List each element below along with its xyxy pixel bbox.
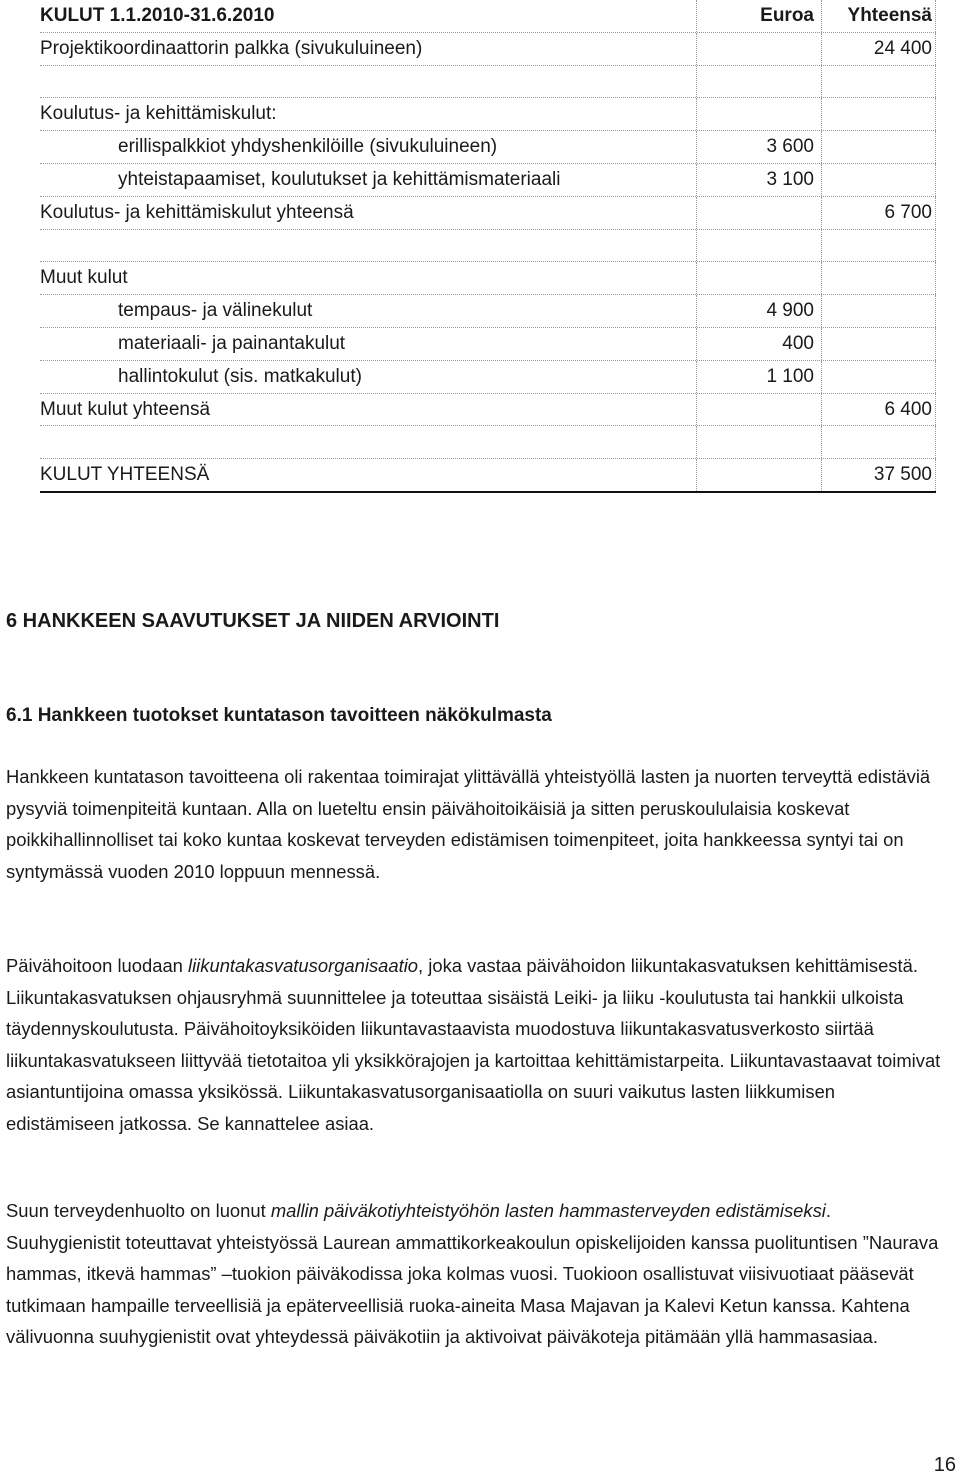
column-divider bbox=[821, 394, 822, 426]
budget-row bbox=[40, 459, 936, 493]
paragraph-dental bbox=[6, 1195, 946, 1353]
paragraph-daycare-start: Päivähoitoon luodaan bbox=[6, 955, 189, 976]
budget-row-total: 24 400 bbox=[873, 37, 932, 59]
column-divider bbox=[821, 131, 822, 163]
budget-row bbox=[40, 131, 936, 164]
budget-row bbox=[40, 0, 936, 33]
budget-table bbox=[40, 0, 936, 493]
column-divider bbox=[935, 230, 936, 262]
column-divider bbox=[935, 131, 936, 163]
column-divider bbox=[821, 426, 822, 458]
budget-row-label: Muut kulut bbox=[40, 267, 128, 289]
paragraph-daycare bbox=[6, 950, 946, 1139]
column-divider bbox=[821, 262, 822, 294]
budget-row bbox=[40, 197, 936, 230]
column-divider bbox=[935, 426, 936, 458]
column-divider bbox=[696, 361, 697, 393]
column-divider bbox=[935, 197, 936, 229]
column-divider bbox=[696, 394, 697, 426]
column-divider bbox=[821, 66, 822, 98]
budget-row-label: tempaus- ja välinekulut bbox=[118, 300, 313, 322]
budget-row-euro: 4 900 bbox=[766, 300, 814, 322]
budget-row bbox=[40, 394, 936, 427]
budget-row-label: yhteistapaamiset, koulutukset ja kehittämismateriaali bbox=[118, 168, 561, 190]
column-divider bbox=[696, 66, 697, 98]
paragraph-dental-rest: . Suuhygienistit toteuttavat yhteistyössä Laurean ammattikorkeakoulun opiskelijoiden kanssa puolituntisen ”Naurava hammas, itkevä hammas” –tuokion päiväkodissa joka kolmas vuosi. Tuokioon osallistuvat viisivuotiaat pääsevät tutkimaan hampaille terveellisiä ja epäterveellisiä ruoka-aineita Masa Majavan ja Kalevi Ketun kanssa. Kahtena välivuonna suuhygienistit ovat yhteydessä päiväkotiin ja aktivoivat päiväkoteja pitämään yllä hammasasiaa. bbox=[6, 1200, 939, 1347]
column-divider bbox=[696, 328, 697, 360]
column-divider bbox=[696, 164, 697, 196]
budget-row-label: erillispalkkiot yhdyshenkilöille (sivukuluineen) bbox=[118, 136, 498, 158]
budget-row-label: materiaali- ja painantakulut bbox=[118, 332, 346, 354]
column-divider bbox=[821, 0, 822, 32]
paragraph-goals: Hankkeen kuntatason tavoitteena oli rakentaa toimirajat ylittävällä yhteistyöllä lasten ja nuorten terveyttä edistäviä pysyviä toimenpiteitä kuntaan. Alla on lueteltu ensin päivähoitoikäisiä ja sitten peruskoululaisia koskevat poikkihallinnolliset tai koko kuntaa koskevat terveyden edistämisen toimenpiteet, joita hankkeessa syntyi tai on syntymässä vuoden 2010 loppuun mennessä. bbox=[6, 766, 931, 882]
budget-row bbox=[40, 230, 936, 263]
column-divider bbox=[821, 361, 822, 393]
budget-row-label: KULUT 1.1.2010-31.6.2010 bbox=[40, 5, 275, 26]
budget-row bbox=[40, 262, 936, 295]
budget-row-label: Koulutus- ja kehittämiskulut: bbox=[40, 103, 277, 125]
budget-row-euro: 3 600 bbox=[766, 136, 814, 158]
budget-row bbox=[40, 426, 936, 459]
column-divider bbox=[935, 33, 936, 65]
column-divider bbox=[696, 459, 697, 491]
budget-row bbox=[40, 66, 936, 99]
budget-row-euro: 400 bbox=[782, 332, 814, 354]
column-divider bbox=[935, 394, 936, 426]
column-divider bbox=[821, 164, 822, 196]
column-divider bbox=[935, 164, 936, 196]
paragraph-dental-start: Suun terveydenhuolto on luonut bbox=[6, 1200, 271, 1221]
paragraph-daycare-rest: , joka vastaa päivähoidon liikuntakasvatuksen kehittämisestä. Liikuntakasvatuksen ohjausryhmä suunnittelee ja toteuttaa sisäistä Leiki- ja liiku -koulutusta tai hankkii ulkoista täydennyskoulutusta. Päivähoitoyksiköiden liikuntavastaavista muodostuva liikuntakasvatusverkosto siirtää liikuntakasvatukseen liittyvää tietotaitoa yli yksikkörajojen ja kartoittaa kehittämistarpeita. Liikuntavastaavat toimivat asiantuntijoina omassa yksikössä. Liikuntakasvatusorganisaatiolla on suuri vaikutus lasten liikkumisen edistämiseen jatkossa. Se kannattelee asiaa. bbox=[6, 955, 941, 1134]
column-divider bbox=[696, 426, 697, 458]
section-heading-6-1: 6.1 Hankkeen tuotokset kuntatason tavoitteen näkökulmasta bbox=[6, 705, 552, 726]
section-heading-6: 6 HANKKEEN SAAVUTUKSET JA NIIDEN ARVIOINTI bbox=[6, 610, 500, 632]
column-divider bbox=[935, 295, 936, 327]
budget-row-total: 6 400 bbox=[884, 398, 932, 420]
budget-row bbox=[40, 328, 936, 361]
budget-row-euro: 1 100 bbox=[766, 365, 814, 387]
column-divider bbox=[696, 98, 697, 130]
page-number: 16 bbox=[933, 1454, 956, 1476]
column-divider bbox=[821, 197, 822, 229]
column-divider bbox=[696, 197, 697, 229]
budget-row-label: hallintokulut (sis. matkakulut) bbox=[118, 365, 362, 387]
column-divider bbox=[696, 33, 697, 65]
column-divider bbox=[696, 230, 697, 262]
column-divider bbox=[935, 328, 936, 360]
budget-row bbox=[40, 33, 936, 66]
column-divider bbox=[696, 262, 697, 294]
column-divider bbox=[935, 361, 936, 393]
column-divider bbox=[696, 295, 697, 327]
paragraph-dental-emphasis: mallin päiväkotiyhteistyöhön lasten hammasterveyden edistämiseksi bbox=[270, 1200, 826, 1221]
budget-row-label: Projektikoordinaattorin palkka (sivukuluineen) bbox=[40, 37, 423, 59]
paragraph-daycare-emphasis: liikuntakasvatusorganisaatio bbox=[188, 955, 419, 976]
column-divider bbox=[935, 262, 936, 294]
column-divider bbox=[821, 33, 822, 65]
budget-row-euro: 3 100 bbox=[766, 168, 814, 190]
budget-row bbox=[40, 164, 936, 197]
budget-row-total: 37 500 bbox=[873, 464, 932, 486]
budget-row-label: Koulutus- ja kehittämiskulut yhteensä bbox=[40, 201, 354, 223]
column-divider bbox=[821, 295, 822, 327]
column-divider bbox=[821, 98, 822, 130]
budget-row-label: Muut kulut yhteensä bbox=[40, 398, 211, 420]
column-divider bbox=[696, 0, 697, 32]
budget-row bbox=[40, 361, 936, 394]
budget-row bbox=[40, 295, 936, 328]
column-divider bbox=[935, 459, 936, 491]
budget-row-total: 6 700 bbox=[884, 201, 932, 223]
column-divider bbox=[935, 66, 936, 98]
column-divider bbox=[821, 328, 822, 360]
column-divider bbox=[821, 459, 822, 491]
column-divider bbox=[696, 131, 697, 163]
column-divider bbox=[935, 98, 936, 130]
column-divider bbox=[821, 230, 822, 262]
column-divider bbox=[935, 0, 936, 32]
budget-row-label: KULUT YHTEENSÄ bbox=[40, 464, 210, 486]
budget-row-total: Yhteensä bbox=[847, 5, 932, 26]
budget-row-euro: Euroa bbox=[760, 5, 814, 26]
budget-row bbox=[40, 98, 936, 131]
